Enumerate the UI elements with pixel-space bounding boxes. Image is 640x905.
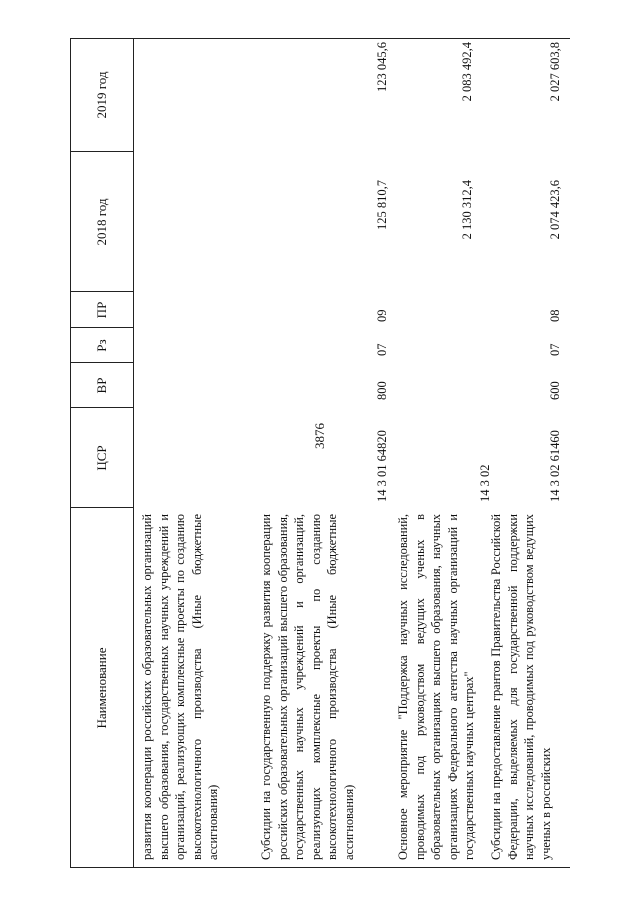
row-1-name: Субсидии на государственную поддержку развития кооперации российских образовательных организаций высшего образования, государственных научных учреждений и организаций, реализующих комплексные проекты по созданию высокотехнологичного производства (Иные бюджетные ассигнования) <box>259 514 356 860</box>
table-top-border <box>70 38 71 868</box>
row-1-vr: 800 <box>375 381 389 400</box>
row-3-pr: 08 <box>548 309 562 322</box>
row-3-2018: 2 074 423,6 <box>548 180 562 240</box>
header-vr: ВР <box>94 377 109 394</box>
header-pr: ПР <box>94 301 109 319</box>
page-number: 3876 <box>312 423 327 449</box>
row-1-pr: 09 <box>375 309 389 322</box>
header-2018: 2018 год <box>94 198 109 246</box>
row-1-csr: 14 3 01 64820 <box>375 430 389 502</box>
row-3-name: Субсидии на предоставление грантов Правительства Российской Федерации, выделяемых для государственной поддержки научных исследований, проводимых под руководством ведущих ученых в российских <box>489 514 553 860</box>
table-right-border <box>70 38 570 39</box>
row-1-2018: 125 810,7 <box>375 180 389 230</box>
row-3-vr: 600 <box>548 381 562 400</box>
row-3-csr: 14 3 02 61460 <box>548 430 562 502</box>
row-2-name: Основное мероприятие "Поддержка научных исследований, проводимых под руководством ведущих ученых в образовательных организациях высшего образования, научных организациях Федерального агентства научных организаций и государственных научных центрах" <box>396 514 476 860</box>
header-bottom-border <box>133 38 134 868</box>
row-3-2019: 2 027 603,8 <box>548 42 562 102</box>
row-0-name: развития кооперации российских образовательных организаций высшего образования, государственных научных учреждений и организаций, реализующих комплексные проекты по созданию высокотехнологичного производства (Иные бюджетные ассигнования) <box>140 514 220 860</box>
row-2-2019: 2 083 492,4 <box>460 42 474 102</box>
row-1-2019: 123 045,6 <box>375 42 389 92</box>
header-rz: Рз <box>94 339 109 352</box>
row-3-rz: 07 <box>548 343 562 356</box>
row-1-rz: 07 <box>375 343 389 356</box>
row-2-csr: 14 3 02 <box>478 464 492 502</box>
header-name: Наименование <box>94 647 109 729</box>
row-2-2018: 2 130 312,4 <box>460 180 474 240</box>
header-csr: ЦСР <box>94 445 109 471</box>
header-2019: 2019 год <box>94 71 109 119</box>
table-left-border <box>70 867 570 868</box>
budget-table <box>70 38 570 868</box>
